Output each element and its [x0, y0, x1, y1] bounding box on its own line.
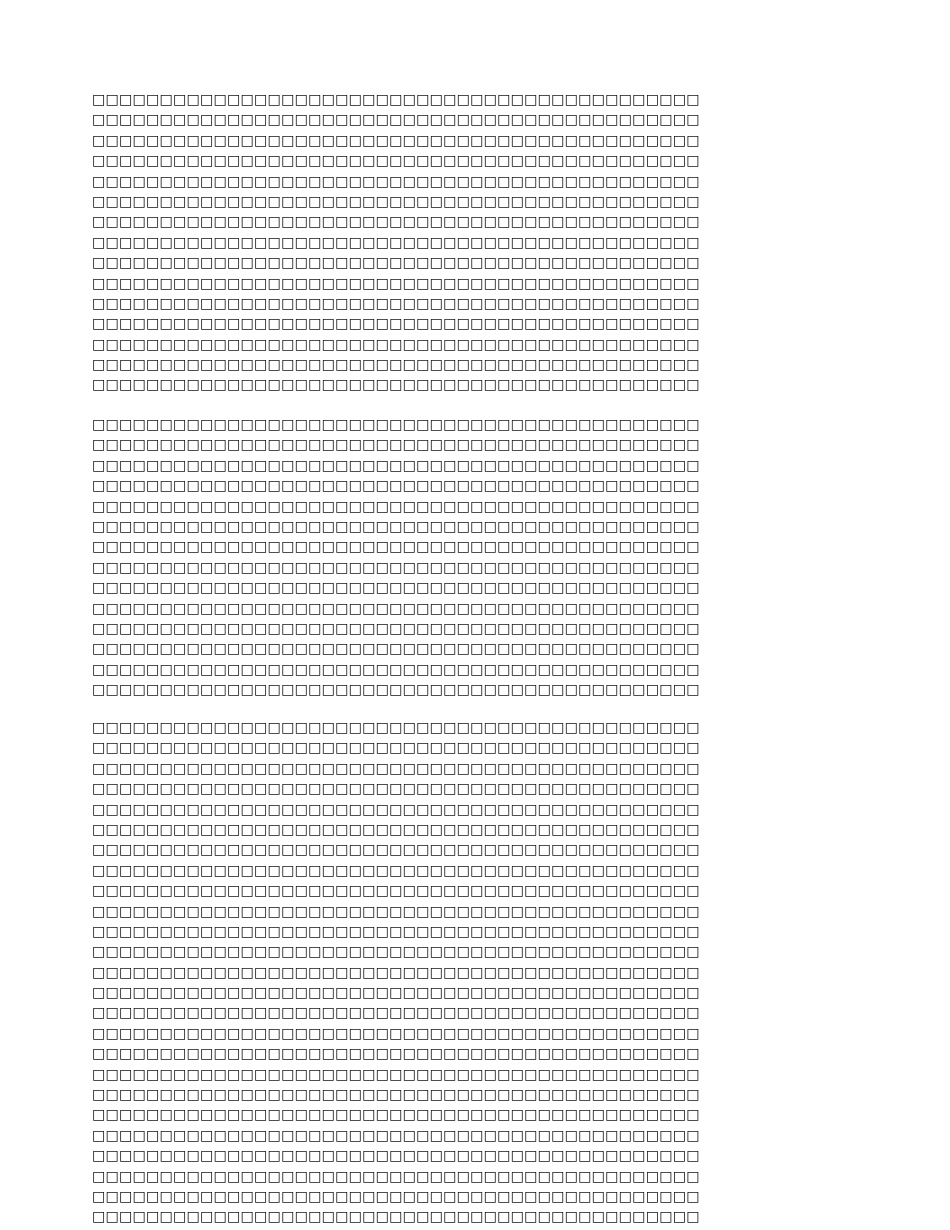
text-line: □□□□□□□□□□□□□□□□□□□□□□□□□□□□□□□□□□□□□□□□□□□□□ [92, 92, 700, 108]
text-line: □□□□□□□□□□□□□□□□□□□□□□□□□□□□□□□□□□□□□□□□□□□□□ [92, 641, 700, 658]
text-line: □□□□□□□□□□□□□□□□□□□□□□□□□□□□□□□□□□□□□□□□□□□□□ [92, 781, 700, 798]
text-line: □□□□□□□□□□□□□□□□□□□□□□□□□□□□□□□□□□□□□□□□□□□□□ [92, 539, 700, 556]
text-line: □□□□□□□□□□□□□□□□□□□□□□□□□□□□□□□□□□□□□□□□□□□□□ [92, 1005, 700, 1022]
text-line: □□□□□□□□□□□□□□□□□□□□□□□□□□□□□□□□□□□□□□□□□□□□□ [92, 1046, 700, 1063]
text-line: □□□□□□□□□□□□□□□□□□□□□□□□□□□□□□□□□□□□□□□□□□□□□ [92, 498, 700, 515]
text-line: □□□□□□□□□□□□□□□□□□□□□□□□□□□□□□□□□□□□□□□□□□□□□ [92, 600, 700, 617]
text-line: □□□□□□□□□□□□□□□□□□□□□□□□□□□□□□□□□□□□□□□□□□□□□ [92, 620, 700, 637]
text-line: □□□□□□□□□□□□□□□□□□□□□□□□□□□□□□□□□□□□□□□□□□□□□ [92, 316, 700, 333]
text-line: □□□□□□□□□□□□□□□□□□□□□□□□□□□□□□□□□□□□□□□□□□□□□ [92, 903, 700, 920]
text-line: □□□□□□□□□□□□□□□□□□□□□□□□□□□□□□□□□□□□□□□□□□□□□ [92, 821, 700, 838]
text-line: □□□□□□□□□□□□□□□□□□□□□□□□□□□□□□□□□□□□□□□□□□□□□ [92, 682, 700, 699]
text-line: □□□□□□□□□□□□□□□□□□□□□□□□□□□□□□□□□□□□□□□□□□□□□ [92, 377, 700, 394]
text-line: □□□□□□□□□□□□□□□□□□□□□□□□□□□□□□□□□□□□□□□□□□□□□ [92, 862, 700, 879]
text-line: □□□□□□□□□□□□□□□□□□□□□□□□□□□□□□□□□□□□□□□□□□□□□ [92, 336, 700, 353]
paragraph-3 [92, 718, 858, 1228]
text-line: □□□□□□□□□□□□□□□□□□□□□□□□□□□□□□□□□□□□□□□□□□□□□ [92, 295, 700, 312]
text-line: □□□□□□□□□□□□□□□□□□□□□□□□□□□□□□□□□□□□□□□□□□□□□ [92, 985, 700, 1002]
text-line: □□□□□□□□□□□□□□□□□□□□□□□□□□□□□□□□□□□□□□□□□□□□□ [92, 964, 700, 981]
text-line: □□□□□□□□□□□□□□□□□□□□□□□□□□□□□□□□□□□□□□□□□□□□□ [92, 153, 700, 170]
text-line: □□□□□□□□□□□□□□□□□□□□□□□□□□□□□□□□□□□□□□□□□□□□□ [92, 1107, 700, 1124]
text-line: □□□□□□□□□□□□□□□□□□□□□□□□□□□□□□□□□□□□□□□□□□□□□ [92, 944, 700, 961]
text-line: □□□□□□□□□□□□□□□□□□□□□□□□□□□□□□□□□□□□□□□□□□□□□ [92, 457, 700, 474]
text-line: □□□□□□□□□□□□□□□□□□□□□□□□□□□□□□□□□□□□□□□□□□□□□ [92, 1087, 700, 1104]
text-line: □□□□□□□□□□□□□□□□□□□□□□□□□□□□□□□□□□□□□□□□□□□□□ [92, 661, 700, 678]
text-line: □□□□□□□□□□□□□□□□□□□□□□□□□□□□□□□□□□□□□□□□□□□□□ [92, 1025, 700, 1042]
paragraph-2 [92, 415, 858, 700]
text-line: □□□□□□□□□□□□□□□□□□□□□□□□□□□□□□□□□□□□□□□□□□□□□ [92, 255, 700, 272]
text-line: □□□□□□□□□□□□□□□□□□□□□□□□□□□□□□□□□□□□□□□□□□□□□ [92, 1209, 700, 1226]
text-line: □□□□□□□□□□□□□□□□□□□□□□□□□□□□□□□□□□□□□□□□□□□□□ [92, 214, 700, 231]
text-line: □□□□□□□□□□□□□□□□□□□□□□□□□□□□□□□□□□□□□□□□□□□□□ [92, 1127, 700, 1144]
text-line: □□□□□□□□□□□□□□□□□□□□□□□□□□□□□□□□□□□□□□□□□□□□□ [92, 357, 700, 374]
text-line: □□□□□□□□□□□□□□□□□□□□□□□□□□□□□□□□□□□□□□□□□□□□□ [92, 1188, 700, 1205]
text-line: □□□□□□□□□□□□□□□□□□□□□□□□□□□□□□□□□□□□□□□□□□□□□ [92, 580, 700, 597]
paragraph-1 [92, 90, 858, 396]
text-line: □□□□□□□□□□□□□□□□□□□□□□□□□□□□□□□□□□□□□□□□□□□□□ [92, 740, 700, 757]
text-line: □□□□□□□□□□□□□□□□□□□□□□□□□□□□□□□□□□□□□□□□□□□□□ [92, 842, 700, 859]
text-line: □□□□□□□□□□□□□□□□□□□□□□□□□□□□□□□□□□□□□□□□□□□□□ [92, 883, 700, 900]
text-line: □□□□□□□□□□□□□□□□□□□□□□□□□□□□□□□□□□□□□□□□□□□□□ [92, 1066, 700, 1083]
text-line: □□□□□□□□□□□□□□□□□□□□□□□□□□□□□□□□□□□□□□□□□□□□□ [92, 112, 700, 129]
text-line: □□□□□□□□□□□□□□□□□□□□□□□□□□□□□□□□□□□□□□□□□□□□□ [92, 417, 700, 433]
text-line: □□□□□□□□□□□□□□□□□□□□□□□□□□□□□□□□□□□□□□□□□□□□□ [92, 478, 700, 495]
text-line: □□□□□□□□□□□□□□□□□□□□□□□□□□□□□□□□□□□□□□□□□□□□□ [92, 1168, 700, 1185]
text-line: □□□□□□□□□□□□□□□□□□□□□□□□□□□□□□□□□□□□□□□□□□□□□ [92, 760, 700, 777]
text-line: □□□□□□□□□□□□□□□□□□□□□□□□□□□□□□□□□□□□□□□□□□□□□ [92, 720, 700, 736]
text-line: □□□□□□□□□□□□□□□□□□□□□□□□□□□□□□□□□□□□□□□□□□□□□ [92, 1148, 700, 1165]
text-line: □□□□□□□□□□□□□□□□□□□□□□□□□□□□□□□□□□□□□□□□□□□□□ [92, 923, 700, 940]
text-line: □□□□□□□□□□□□□□□□□□□□□□□□□□□□□□□□□□□□□□□□□□□□□ [92, 234, 700, 251]
text-line: □□□□□□□□□□□□□□□□□□□□□□□□□□□□□□□□□□□□□□□□□□□□□ [92, 173, 700, 190]
text-line: □□□□□□□□□□□□□□□□□□□□□□□□□□□□□□□□□□□□□□□□□□□□□ [92, 518, 700, 535]
text-line: □□□□□□□□□□□□□□□□□□□□□□□□□□□□□□□□□□□□□□□□□□□□□ [92, 801, 700, 818]
text-line: □□□□□□□□□□□□□□□□□□□□□□□□□□□□□□□□□□□□□□□□□□□□□ [92, 132, 700, 149]
text-line: □□□□□□□□□□□□□□□□□□□□□□□□□□□□□□□□□□□□□□□□□□□□□ [92, 437, 700, 454]
text-line: □□□□□□□□□□□□□□□□□□□□□□□□□□□□□□□□□□□□□□□□□□□□□ [92, 193, 700, 210]
text-line: □□□□□□□□□□□□□□□□□□□□□□□□□□□□□□□□□□□□□□□□□□□□□ [92, 275, 700, 292]
text-line: □□□□□□□□□□□□□□□□□□□□□□□□□□□□□□□□□□□□□□□□□□□□□ [92, 559, 700, 576]
